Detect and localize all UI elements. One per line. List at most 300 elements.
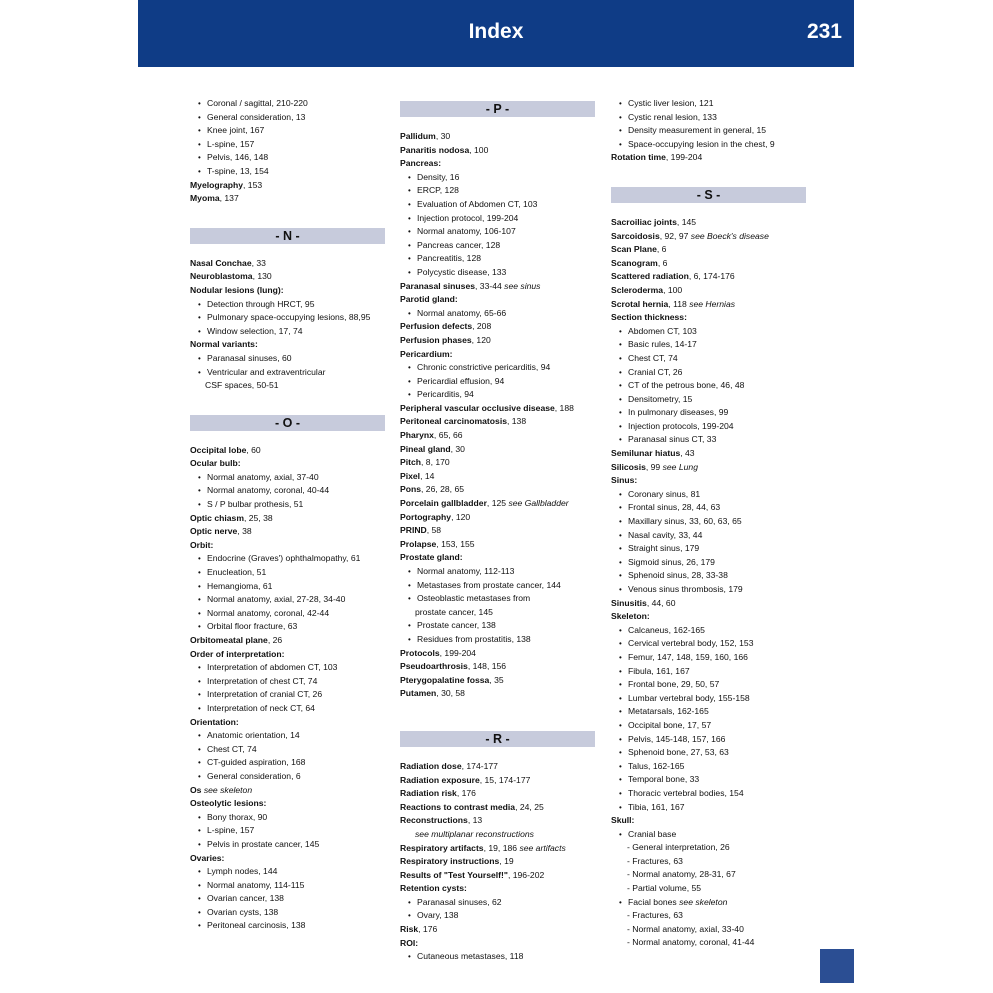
index-subentry [611,488,806,502]
index-term: Respiratory instructions [400,856,500,867]
index-entry [400,801,597,815]
index-subentry-text: Sphenoid bone, 27, 53, 63 [628,747,729,758]
index-entry [190,648,385,662]
index-entry [400,787,597,801]
bullet-icon: • [198,581,201,591]
index-subentry [190,675,385,689]
index-subentry [611,896,806,910]
index-subentry [611,379,806,393]
index-letter-heading: - P - [400,101,595,117]
index-subentry [190,661,385,675]
index-subentry-text: Temporal bone, 33 [628,774,700,785]
index-pages: , 130 [252,271,272,282]
index-pages: , 33-44 [475,280,502,291]
index-subentry-text: Pelvis in prostate cancer, 145 [207,838,320,849]
index-subentry-text: Thoracic vertebral bodies, 154 [628,787,744,798]
index-subentry-text: Pericarditis, 94 [417,389,474,400]
bullet-icon: • [198,472,201,482]
index-pages: , 15, 174-177 [479,774,531,785]
index-subentry [190,311,385,325]
index-subentry-text: Density, 16 [417,171,460,182]
index-subentry [400,896,597,910]
index-subentry [400,565,597,579]
index-pages: , 19, 186 [483,842,518,853]
bullet-icon: • [198,500,201,510]
index-entry [190,257,385,271]
index-subentry-text: In pulmonary diseases, 99 [628,407,729,418]
index-term: PRIND [400,525,427,536]
index-subentry-text: Cranial CT, 26 [628,366,683,377]
index-subentry [400,307,597,321]
index-subentry-text: Normal anatomy, 65-66 [417,307,507,318]
index-subentry [611,787,806,801]
index-entry [190,338,385,352]
bullet-icon: • [198,771,201,781]
index-subentry [190,743,385,757]
bullet-icon: • [408,186,411,196]
index-subentry [190,352,385,366]
see-reference: see skeleton [203,784,253,795]
index-subentry-text: Ovarian cysts, 138 [207,906,279,917]
index-term: Sinusitis [611,597,647,608]
index-subentry [611,515,806,529]
bullet-icon: • [619,421,622,431]
bullet-icon: • [198,663,201,673]
index-term: Nasal Conchae [190,257,252,268]
index-entry [400,869,597,883]
index-subentry [190,484,385,498]
bullet-icon: • [198,554,201,564]
index-subentry [190,756,385,770]
index-subentry-text: Chronic constrictive pericarditis, 94 [417,362,551,373]
bullet-icon: • [198,812,201,822]
index-subentry-text: Space-occupying lesion in the chest, 9 [628,138,775,149]
bullet-icon: • [619,897,622,907]
index-subentry [611,828,806,842]
index-entry [400,647,597,661]
index-entry [190,525,385,539]
index-subentry-text: Lymph nodes, 144 [207,866,278,877]
index-subentry-text: Window selection, 17, 74 [207,325,303,336]
index-entry [400,511,597,525]
bullet-icon: • [619,761,622,771]
index-subentry [611,325,806,339]
index-entry [611,230,806,244]
bullet-icon: • [619,367,622,377]
index-term: Porcelain gallbladder [400,498,487,509]
bullet-icon: • [408,911,411,921]
index-term: Scattered radiation [611,271,689,282]
index-entry [190,634,385,648]
index-entry [611,814,806,828]
bullet-icon: • [619,489,622,499]
index-term: Portography [400,511,452,522]
index-pages: , 99 [645,461,661,472]
index-subentry-text: Venous sinus thrombosis, 179 [628,584,743,594]
index-term: Silicosis [611,461,646,472]
index-subentry-text: Cutaneous metastases, 118 [417,951,524,962]
index-subentry [190,325,385,339]
index-term: Sacroiliac joints [611,216,677,227]
index-pages: , 38 [237,526,252,537]
index-subentry [190,580,385,594]
index-entry [400,402,597,416]
bullet-icon: • [619,625,622,635]
index-pages: , 35 [489,674,504,685]
bullet-icon: • [619,530,622,540]
index-entry [611,216,806,230]
bullet-icon: • [198,690,201,700]
index-subentry-text: Densitometry, 15 [628,393,693,404]
index-subentry-text: Frontal sinus, 28, 44, 63 [628,502,721,513]
index-entry [611,461,806,475]
bullet-icon: • [198,367,201,377]
index-term: Perfusion defects [400,321,473,332]
bullet-icon: • [198,758,201,768]
index-term: Pterygopalatine fossa [400,674,490,685]
index-subentry [190,471,385,485]
bullet-icon: • [619,748,622,758]
index-entry [611,610,806,624]
index-subentry-text: Density measurement in general, 15 [628,125,767,136]
bullet-icon: • [619,571,622,581]
bullet-icon: • [619,720,622,730]
index-term: Scanogram [611,257,658,268]
index-subentry [190,702,385,716]
index-term: Results of "Test Yourself!" [400,869,508,880]
bullet-icon: • [408,567,411,576]
index-subentry-text: Interpretation of chest CT, 74 [207,675,318,686]
index-term: Prostate gland: [400,552,463,563]
index-subentry-text: Normal anatomy, 106-107 [417,226,516,237]
index-term: Retention cysts: [400,883,467,894]
index-subsubentry: - Fractures, 63 [627,910,683,921]
index-subentry [611,556,806,570]
page-header [138,0,854,67]
index-column-1 [190,97,385,933]
index-pages: , 30, 58 [436,688,465,699]
index-entry [190,716,385,730]
index-subentry [190,124,385,138]
index-term: Pineal gland [400,443,451,454]
index-pages: , 6 [656,244,667,255]
index-subentry [190,97,385,111]
index-subentry-text: Abdomen CT, 103 [628,325,697,336]
index-subentry [611,420,806,434]
index-subentry-text: Enucleation, 51 [207,567,267,578]
index-term: Nodular lesions (lung): [190,284,284,295]
index-subentry-text: Peritoneal carcinosis, 138 [207,920,306,931]
index-pages: , 176 [456,788,476,799]
bullet-icon: • [198,703,201,713]
bullet-icon: • [619,408,622,418]
bullet-icon: • [619,544,622,554]
index-subentry-text: Injection protocol, 199-204 [417,212,519,223]
index-subentry [400,212,597,226]
see-reference: see artifacts [519,842,566,853]
index-subentry [611,338,806,352]
index-entry [611,270,806,284]
index-subentry-text: Metastases from prostate cancer, 144 [417,579,561,590]
index-term: Reconstructions [400,815,468,826]
index-entry [190,284,385,298]
index-term: Putamen [400,688,437,699]
index-subentry [611,665,806,679]
bullet-icon: • [198,867,201,877]
bullet-icon: • [619,734,622,744]
index-subentry-text: L-spine, 157 [207,825,255,836]
bullet-icon: • [408,634,411,644]
index-entry [400,483,597,497]
index-term: Radiation risk [400,788,457,799]
index-subentry [190,770,385,784]
index-subentry [190,838,385,852]
index-term: Pixel [400,470,421,481]
index-subentry-text: Paranasal sinuses, 62 [417,896,502,907]
index-term: Panaritis nodosa [400,144,470,155]
index-subentry [400,239,597,253]
index-subentry-text: Coronal / sagittal, 210-220 [207,98,308,108]
index-subentry [611,583,806,597]
index-subentry [611,773,806,787]
index-subentry [400,361,597,375]
index-entry [400,130,597,144]
index-subentry [190,906,385,920]
bullet-icon: • [619,353,622,363]
index-term: Sarcoidosis [611,230,660,241]
index-subentry [611,97,806,111]
index-subentry-text: ERCP, 128 [417,185,459,196]
index-subentry [190,151,385,165]
index-subentry [611,746,806,760]
index-entry [190,539,385,553]
index-pages: , 120 [471,334,491,345]
index-pages: , 30 [435,131,451,141]
bullet-icon: • [198,166,201,176]
bullet-icon: • [198,731,201,741]
index-subentry [190,865,385,879]
index-subentry-text: Normal anatomy, 114-115 [207,879,305,890]
bullet-icon: • [408,376,411,386]
index-entry [190,179,385,193]
index-subentry-text: Ovarian cancer, 138 [207,893,284,904]
index-pages: , 100 [663,284,683,295]
bullet-icon: • [198,880,201,890]
index-subsubentry: - General interpretation, 26 [627,842,730,853]
index-entry [400,814,597,828]
index-subentry [400,909,597,923]
index-term: Parotid gland: [400,294,458,305]
index-entry [400,674,597,688]
index-subentry [190,688,385,702]
index-term: Orbitomeatal plane [190,635,268,645]
index-pages: , 138 [507,416,527,427]
index-pages: , 14 [420,470,435,481]
index-subentry-text: Normal anatomy, 112-113 [417,566,515,576]
index-term: Respiratory artifacts [400,842,484,853]
bullet-icon: • [198,313,201,323]
index-term: Peripheral vascular occlusive disease [400,402,555,413]
index-subentry [190,552,385,566]
index-subentry [611,692,806,706]
index-pages: , 125 [486,498,507,509]
index-subentry [611,111,806,125]
index-subentry-text: Hemangioma, 61 [207,580,273,591]
bullet-icon: • [198,568,201,578]
index-term: Pharynx [400,430,434,441]
see-reference: see Hernias [689,298,736,309]
index-entry [400,415,597,429]
index-subentry [190,620,385,634]
index-subentry [611,433,806,447]
index-pages: , 208 [472,321,492,332]
index-letter-heading: - N - [190,228,385,244]
bullet-icon: • [619,326,622,336]
bullet-icon: • [198,112,201,122]
bullet-icon: • [619,112,622,122]
index-subentry-text: Pelvis, 145-148, 157, 166 [628,733,726,744]
bullet-icon: • [619,666,622,676]
bullet-icon: • [408,621,411,631]
bullet-icon: • [198,622,201,632]
index-entry [400,334,597,348]
index-subentry [190,165,385,179]
index-subentry-text: Maxillary sinus, 33, 60, 63, 65 [628,516,742,527]
index-subentry-text: Frontal bone, 29, 50, 57 [628,679,720,690]
index-pages: , 65, 66 [433,430,463,441]
index-subentry-text: Osteoblastic metastases from [417,593,531,604]
index-subentry-text: Bony thorax, 90 [207,811,268,822]
index-subentry [611,733,806,747]
index-subentry-text: S / P bulbar prothesis, 51 [207,499,304,510]
index-subentry-text: Injection protocols, 199-204 [628,420,734,431]
index-pages: , 33 [251,257,266,268]
index-column-2 [400,97,597,964]
bullet-icon: • [198,839,201,849]
index-term: Neuroblastoma [190,271,253,282]
index-term: Pitch [400,457,422,468]
bullet-icon: • [619,126,622,136]
bullet-icon: • [408,254,411,264]
bullet-icon: • [198,486,201,496]
index-pages: , 24, 25 [515,801,544,812]
index-term: ROI: [400,937,419,948]
index-entry [400,855,597,869]
index-subentry-text: Normal anatomy, coronal, 42-44 [207,607,330,618]
index-entry [611,597,806,611]
index-term: Scleroderma [611,284,664,295]
index-subentry-text: Normal anatomy, coronal, 40-44 [207,485,330,496]
index-entry [400,429,597,443]
index-subentry [400,375,597,389]
see-reference: see Gallbladder [508,498,569,509]
index-term: Sinus: [611,475,638,486]
index-entry [611,243,806,257]
index-pages: , 60 [246,444,261,455]
index-subentry-text: Nasal cavity, 33, 44 [628,529,703,540]
index-pages: , 199-204 [439,647,476,658]
index-term: Rotation time [611,152,666,163]
bullet-icon: • [198,921,201,931]
index-pages: , 145 [676,216,697,227]
index-entry [190,192,385,206]
bullet-icon: • [198,153,201,163]
index-subentry [190,879,385,893]
bullet-icon: • [619,639,622,649]
index-term: Radiation exposure [400,774,480,785]
index-pages: , 118 [668,298,687,309]
index-subentry-text: Metatarsals, 162-165 [628,706,709,717]
index-entry [190,270,385,284]
index-pages: , 43 [680,448,695,459]
index-entry [400,774,597,788]
see-reference: see sinus [504,280,541,291]
index-term: Paranasal sinuses [400,280,476,291]
index-term: Perfusion phases [400,334,472,345]
index-term: Os [190,784,202,795]
bullet-icon: • [619,503,622,513]
bullet-icon: • [198,353,201,363]
bullet-icon: • [619,829,622,839]
index-subentry-text: Cystic renal lesion, 133 [628,111,717,122]
index-subentry-text: Normal anatomy, axial, 37-40 [207,471,319,482]
index-term: Pericardium: [400,348,453,359]
index-term: Myoma [190,193,220,204]
index-subentry-text: Cranial base [628,828,677,839]
index-letter-heading: - S - [611,187,806,203]
index-subentry-text: CT-guided aspiration, 168 [207,757,306,768]
index-subentry-text: Pulmonary space-occupying lesions, 88,95 [207,312,371,323]
bullet-icon: • [619,517,622,527]
bullet-icon: • [198,826,201,836]
index-subentry-text: Normal anatomy, axial, 27-28, 34-40 [207,594,346,605]
index-term: Order of interpretation: [190,648,285,659]
bullet-icon: • [619,775,622,785]
index-subentry-text: Chest CT, 74 [628,352,678,363]
bullet-icon: • [619,340,622,350]
index-entry [400,348,597,362]
index-continuation: CSF spaces, 50-51 [205,380,279,391]
index-term: Optic chiasm [190,512,244,523]
index-subentry [611,760,806,774]
index-term: Myelography [190,179,244,190]
index-subentry [611,406,806,420]
index-entry [400,760,597,774]
index-subentry-text: Interpretation of cranial CT, 26 [207,689,323,700]
index-pages: , 30 [450,443,465,454]
index-subentry [611,542,806,556]
index-entry [611,257,806,271]
bullet-icon: • [198,139,201,149]
index-subentry-text: Cervical vertebral body, 152, 153 [628,638,754,649]
index-pages: , 13 [467,815,483,826]
index-subentry [611,366,806,380]
index-subentry-text: T-spine, 13, 154 [207,165,269,176]
bullet-icon: • [408,199,411,209]
index-subentry [611,501,806,515]
index-subentry [190,919,385,933]
index-entry [400,937,597,951]
index-subentry [190,138,385,152]
bullet-icon: • [408,363,411,373]
index-subentry-text: Fibula, 161, 167 [628,665,690,676]
bullet-icon: • [198,99,201,108]
index-pages: , 153, 155 [436,538,475,549]
index-entry [400,687,597,701]
index-entry [400,842,597,856]
index-subentry-text: Chest CT, 74 [207,743,257,754]
index-subentry [400,950,597,964]
